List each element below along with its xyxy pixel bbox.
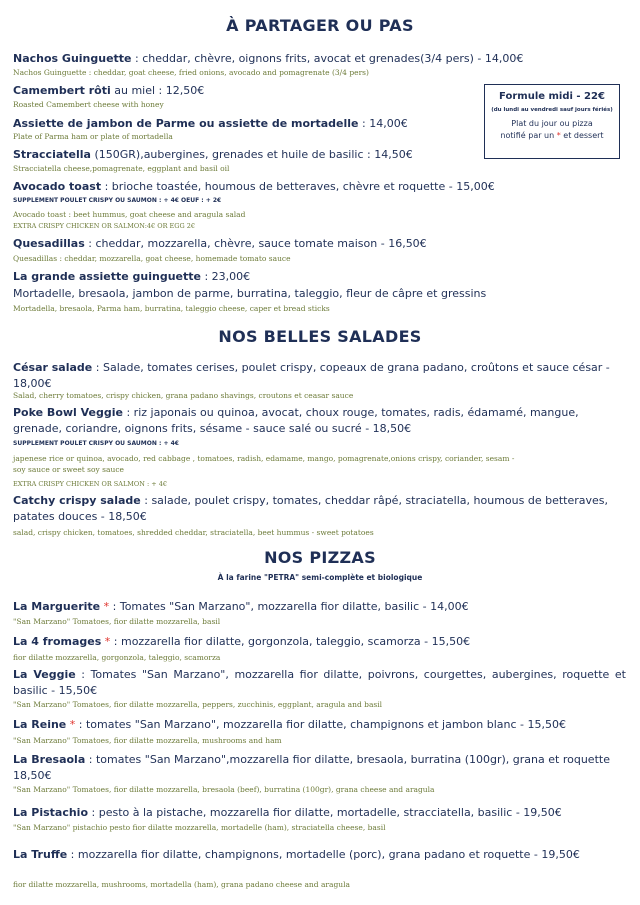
menu-item-grande-assiette xyxy=(13,269,626,285)
item-desc: : tomates "San Marzano", mozzarella fior dilatte, champignons et jambon blanc - 15,50€ xyxy=(75,718,566,731)
item-desc: : salade, poulet crispy, tomates, cheddar râpé, straciatella, houmous de betteraves, patates douces - 18,50€ xyxy=(13,494,608,523)
item-star: * xyxy=(69,718,76,731)
item-desc: au miel : 12,50€ xyxy=(110,84,205,97)
item-desc: (150GR),aubergines, grenades et huile de basilic : 14,50€ xyxy=(90,148,413,161)
menu-item-pistachio xyxy=(13,805,626,821)
menu-item-truffe xyxy=(13,847,626,863)
menu-item-cesar xyxy=(13,360,626,392)
item-translation: Nachos Guinguette : cheddar, goat cheese, fried onions, avocado and pomagrenate (3/4 pers) xyxy=(13,68,369,77)
item-name: La Veggie xyxy=(13,668,76,681)
item-desc: : pesto à la pistache, mozzarella fior dilatte, mortadelle, stracciatella, basilic - 19,50€ xyxy=(88,806,562,819)
menu-item-quesadillas xyxy=(13,236,626,252)
item-supplement: SUPPLEMENT POULET CRISPY OU SAUMON : + 4€ xyxy=(13,440,179,447)
item-name: Quesadillas xyxy=(13,237,85,250)
item-supplement: SUPPLEMENT POULET CRISPY OU SAUMON : + 4€ OEUF : + 2€ xyxy=(13,197,222,204)
item-desc: : riz japonais ou quinoa, avocat, choux rouge, tomates, radis, édamamé, mangue, grenade, coriandre, oignons frits, sésame - sauce salé ou sucré - 18,50€ xyxy=(13,406,579,435)
item-desc: : 14,00€ xyxy=(358,117,408,130)
pizzas-subtitle: À la farine "PETRA" semi-complète et biologique xyxy=(217,573,423,582)
menu-item-camembert xyxy=(13,83,480,99)
item-name: La 4 fromages xyxy=(13,635,102,648)
item-translation: "San Marzano" Tomatoes, fior dilatte mozzarella, peppers, zucchinis, eggplant, aragula and basil xyxy=(13,700,383,709)
menu-item-catchy xyxy=(13,493,626,525)
item-desc: : Tomates "San Marzano", mozzarella fior dilatte, poivrons, courgettes, aubergines, roquette et basilic - 15,50€ xyxy=(13,668,626,697)
item-desc: : mozzarella fior dilatte, gorgonzola, taleggio, scamorza - 15,50€ xyxy=(110,635,471,648)
menu-item-bresaola xyxy=(13,752,626,784)
item-translation: Stracciatella cheese,pomagrenate, eggplant and basil oil xyxy=(13,164,230,173)
item-name: La Bresaola xyxy=(13,753,86,766)
item-translation: Plate of Parma ham or plate of mortadella xyxy=(13,132,173,141)
item-translation: "San Marzano" Tomatoes, fior dilatte mozzarella, bresaola (beef), burratina (100gr), grana cheese and aragula xyxy=(13,785,435,794)
menu-item-veggie xyxy=(13,667,626,699)
item-desc: : 23,00€ xyxy=(200,270,251,283)
item-translation: Roasted Camembert cheese with honey xyxy=(13,100,164,109)
menu-item-nachos xyxy=(13,51,626,67)
item-star: * xyxy=(103,600,110,613)
item-desc: : Tomates "San Marzano", mozzarella fior dilatte, basilic - 14,00€ xyxy=(109,600,469,613)
item-translation: fior dilatte mozzarella, mushrooms, mortadella (ham), grana padano cheese and aragula xyxy=(13,880,350,889)
item-translation: "San Marzano" pistachio pesto fior dilatte mozzarella, mortadelle (ham), straciatella cheese, basil xyxy=(13,823,386,832)
section-title-pizzas: NOS PIZZAS xyxy=(264,548,376,567)
item-name: Nachos Guinguette xyxy=(13,52,132,65)
item-name: La Pistachio xyxy=(13,806,89,819)
item-desc: : cheddar, mozzarella, chèvre, sauce tomate maison - 16,50€ xyxy=(84,237,427,250)
menu-item-grande-assiette-desc: Mortadelle, bresaola, jambon de parme, burratina, taleggio, fleur de câpre et gressins xyxy=(13,287,487,300)
item-desc: : cheddar, chèvre, oignons frits, avocat et grenades(3/4 pers) - 14,00€ xyxy=(131,52,524,65)
item-name: La Reine xyxy=(13,718,67,731)
formule-title: Formule midi - 22€ xyxy=(499,91,605,102)
formule-line2b: et dessert xyxy=(563,131,604,140)
item-translation: "San Marzano" Tomatoes, fior dilatte mozzarella, basil xyxy=(13,617,221,626)
menu-item-reine xyxy=(13,717,626,733)
menu-item-avocado-toast xyxy=(13,179,626,195)
item-name: Catchy crispy salade xyxy=(13,494,141,507)
menu-item-stracciatella xyxy=(13,147,626,163)
formule-star: * xyxy=(556,131,561,140)
item-translation: Quesadillas : cheddar, mozzarella, goat cheese, homemade tomato sauce xyxy=(13,254,291,263)
item-translation: fior dilatte mozzarella, gorgonzola, taleggio, scamorza xyxy=(13,653,221,662)
menu-item-marguerite xyxy=(13,599,626,615)
item-desc: : mozzarella fior dilatte, champignons, mortadelle (porc), grana padano et roquette - 19,50€ xyxy=(67,848,580,861)
formule-note: (du lundi au vendredi sauf jours fériés) xyxy=(491,107,613,113)
item-translation: Mortadella, bresaola, Parma ham, burratina, taleggio cheese, caper et bread sticks xyxy=(13,304,330,313)
item-translation: japenese rice or quinoa, avocado, red cabbage , tomatoes, radish, edamame, mango, pomagrenate,onions crispy, coriander, sesam - xyxy=(13,454,515,463)
formule-line1: Plat du jour ou pizza xyxy=(511,119,593,128)
menu-item-poke-bowl xyxy=(13,405,626,437)
menu-item-4-fromages xyxy=(13,634,626,650)
item-name: Camembert rôti xyxy=(13,84,111,97)
item-name: Poke Bowl Veggie xyxy=(13,406,123,419)
item-name: Avocado toast xyxy=(13,180,102,193)
section-title-partager: À PARTAGER OU PAS xyxy=(226,16,414,35)
item-name: La Truffe xyxy=(13,848,68,861)
item-name: Assiette de jambon de Parme ou assiette de mortadelle xyxy=(13,117,359,130)
item-translation: salad, crispy chicken, tomatoes, shredded cheddar, straciatella, beet hummus - sweet potatoes xyxy=(13,528,374,537)
item-desc: : Salade, tomates cerises, poulet crispy, copeaux de grana padano, croûtons et sauce césar - 18,00€ xyxy=(13,361,610,390)
section-title-salades: NOS BELLES SALADES xyxy=(218,327,422,346)
item-desc: : tomates "San Marzano",mozzarella fior dilatte, bresaola, burratina (100gr), grana et roquette 18,50€ xyxy=(13,753,610,782)
item-translation: "San Marzano" Tomatoes, fior dilatte mozzarella, mushrooms and ham xyxy=(13,736,282,745)
item-translation-extra: EXTRA CRISPY CHICKEN OR SALMON:4€ OR EGG 2€ xyxy=(13,222,195,230)
item-desc: : brioche toastée, houmous de betteraves, chèvre et roquette - 15,00€ xyxy=(101,180,495,193)
item-name: Stracciatella xyxy=(13,148,91,161)
item-star: * xyxy=(104,635,111,648)
menu-item-assiette xyxy=(13,116,480,132)
item-translation-2: soy sauce or sweet soy sauce xyxy=(13,465,124,474)
item-translation: Salad, cherry tomatoes, crispy chicken, grana padano shavings, croutons et ceasar sauce xyxy=(13,391,354,400)
formule-line2a: notifié par un xyxy=(500,131,555,140)
item-translation-extra: EXTRA CRISPY CHICKEN OR SALMON : + 4€ xyxy=(13,480,168,488)
item-name: La Marguerite xyxy=(13,600,101,613)
item-name: La grande assiette guinguette xyxy=(13,270,201,283)
item-translation: Avocado toast : beet hummus, goat cheese and aragula salad xyxy=(13,210,246,219)
item-name: César salade xyxy=(13,361,93,374)
